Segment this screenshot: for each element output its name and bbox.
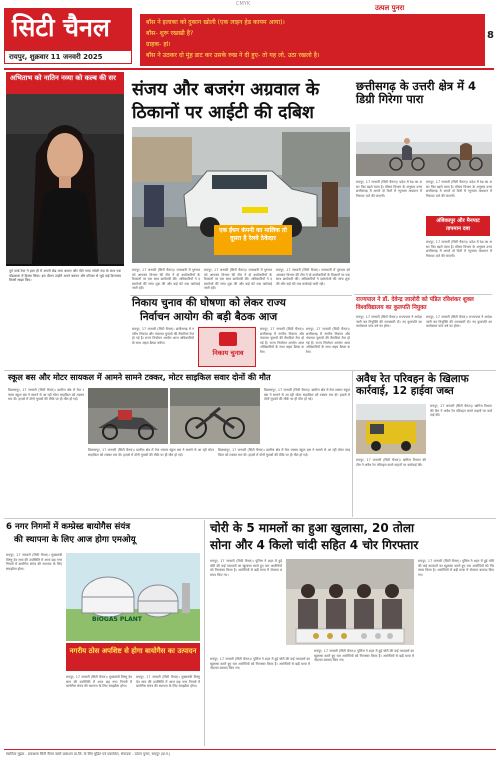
election-headline-1: निकाय चुनाव की घोषणा को लेकर राज्य bbox=[132, 297, 286, 309]
weather-body-1: रायपुर, 17 जनवरी (सिटी चैनल)। प्रदेश में ठंड का असर फिर बढ़ने वाला है। मौसम विभाग के अनुसार उत्तर छत्तीसगढ़ में अगले दो दिनों में न्यूनतम तापमान में गिरावट दर्ज की जाएगी। bbox=[356, 180, 422, 198]
teaser-line: बॉस- शुरू रखखी है? bbox=[146, 30, 194, 37]
school-body-1: बिलासपुर, 17 जनवरी (सिटी चैनल)। ग्रामीण क्षेत्र में तेज रफ्तार स्कूल बस ने सामने से आ रही मोटर साइकिल को टक्कर मार दी। हादसे में दोनों युवकों की मौके पर ही मौत हो गई। bbox=[8, 388, 84, 402]
section-label: उत्पल पुनरा bbox=[375, 4, 405, 12]
biogas-body-3: रायपुर, 17 जनवरी (सिटी चैनल)। मुख्यमंत्री विष्णु देव साय की उपस्थिति में आज छह नगर निगमों में बायोगैस संयंत्र की स्थापना के लिए समझौता होगा। bbox=[136, 675, 200, 689]
lead-body-3: रायपुर, 17 जनवरी (सिटी चैनल)। राजधानी में गुरुवार को आयकर विभाग की टीम ने दो कारोबारियों के ठिकानों पर एक साथ छापेमारी की। अधिकारियों ने दस्तावेजों की जांच शुरू की और कई घंटे तक कार्रवाई जारी रही। bbox=[276, 268, 350, 286]
school-body-3: बिलासपुर, 17 जनवरी (सिटी चैनल)। ग्रामीण क्षेत्र में तेज रफ्तार स्कूल बस ने सामने से आ रही मोटर साइकिल को टक्कर मार दी। हादसे में दोनों युवकों की मौके पर ही मौत हो गई। bbox=[88, 448, 214, 457]
promo-caption: अभिताभ को नातिन नव्या को कल्ब की सर bbox=[10, 74, 116, 82]
teaser-line: बॉस ने इलाका को दुकान खोली (एक लाइन हेड कायम आया)। bbox=[146, 19, 285, 26]
dateline-bar bbox=[4, 50, 132, 64]
transport-body-1: रायपुर, 17 जनवरी (सिटी चैनल)। खनिज विभाग की टीम ने अवैध रेत परिवहन करते वाहनों पर कार्रवाई की। bbox=[430, 404, 492, 418]
rajpal-headline: राज्यपाल ने डॉ. देवेन्द्र जालोरी को पंडित रविशंकर शुक्ल विश्वविद्यालय का कुलपति नियुक्त bbox=[356, 297, 474, 311]
weather-photo bbox=[356, 124, 492, 176]
transport-photo bbox=[356, 404, 426, 454]
divider bbox=[4, 68, 494, 70]
masthead bbox=[0, 0, 500, 68]
teaser-line: बॉस ने उठकर दो मुंह डाट कर उसके रुख ने दी हुए- तो यह लो, उठा रखलो है। bbox=[146, 52, 320, 59]
dateline: रायपुर, शुक्रवार 11 जनवरी 2025 bbox=[9, 53, 103, 61]
chori-body-2: रायपुर, 17 जनवरी (सिटी चैनल)। पुलिस ने शहर में हुई चोरी की कई वारदातों का खुलासा करते हुए चार आरोपियों को गिरफ्तार किया है। आरोपियों से बड़ी मात्रा में जेवरात बरामद किए गए। bbox=[418, 559, 494, 577]
lead-headline-1: संजय और बजरंग अग्रवाल के bbox=[132, 80, 320, 100]
rajpal-body-2: रायपुर, 17 जनवरी (सिटी चैनल)। राज्यपाल ने आदेश जारी कर नियुक्ति की जानकारी दी। नए कुलपति का कार्यकाल पांच वर्ष का होगा। bbox=[426, 315, 492, 329]
biogas-body-1: रायपुर, 17 जनवरी (सिटी चैनल)। मुख्यमंत्री विष्णु देव साय की उपस्थिति में आज छह नगर निगमों में बायोगैस संयंत्र की स्थापना के लिए समझौता होगा। bbox=[6, 553, 62, 571]
logo-box bbox=[4, 8, 132, 64]
teaser-box bbox=[140, 14, 485, 66]
biogas-graphic-label: BIOGAS PLANT bbox=[92, 616, 142, 623]
biogas-body-2: रायपुर, 17 जनवरी (सिटी चैनल)। मुख्यमंत्री विष्णु देव साय की उपस्थिति में आज छह नगर निगमों में बायोगैस संयंत्र की स्थापना के लिए समझौता होगा। bbox=[66, 675, 132, 689]
divider bbox=[130, 295, 352, 296]
chori-body-1: रायपुर, 17 जनवरी (सिटी चैनल)। पुलिस ने शहर में हुई चोरी की कई वारदातों का खुलासा करते हुए चार आरोपियों को गिरफ्तार किया है। आरोपियों से बड़ी मात्रा में जेवरात बरामद किए गए। bbox=[210, 559, 282, 577]
school-body-4: बिलासपुर, 17 जनवरी (सिटी चैनल)। ग्रामीण क्षेत्र में तेज रफ्तार स्कूल बस ने सामने से आ रही मोटर साइकिल को टक्कर मार दी। हादसे में दोनों युवकों की मौके पर ही मौत हो गई। bbox=[218, 448, 350, 457]
chori-headline-1: चोरी के 5 मामलों का हुआ खुलासा, 20 तोला bbox=[210, 521, 415, 535]
teaser-line: ग्राहक- हां। bbox=[146, 41, 171, 48]
weather-body-3: रायपुर, 17 जनवरी (सिटी चैनल)। प्रदेश में ठंड का असर फिर बढ़ने वाला है। मौसम विभाग के अनुसार उत्तर छत्तीसगढ़ में अगले दो दिनों में न्यूनतम तापमान में गिरावट दर्ज की जाएगी। bbox=[426, 240, 492, 258]
biogas-headline-2: की स्थापना के लिए आज होगा एमओयू bbox=[14, 535, 136, 545]
biogas-graphic bbox=[66, 553, 200, 641]
election-body-2: रायपुर, 17 जनवरी (सिटी चैनल)। छत्तीसगढ़ में नगरीय निकाय और पंचायत चुनावों की तैयारियां तेज हो गई हैं। राज्य निर्वाचन आयोग आज अधिकारियों के साथ अहम बैठक करेगा। bbox=[260, 327, 304, 354]
ballot-icon bbox=[219, 332, 237, 346]
biogas-caption bbox=[66, 643, 200, 671]
badge-text: निकाय चुनाव bbox=[212, 349, 244, 357]
page-number: 8 bbox=[487, 30, 494, 41]
lead-body-1: रायपुर, 17 जनवरी (सिटी चैनल)। राजधानी में गुरुवार को आयकर विभाग की टीम ने दो कारोबारियों के ठिकानों पर एक साथ छापेमारी की। अधिकारियों ने दस्तावेजों की जांच शुरू की और कई घंटे तक कार्रवाई जारी रही। bbox=[132, 268, 200, 291]
promo-portrait bbox=[6, 94, 124, 264]
biogas-headline-1: 6 नगर निगमों में कम्प्रेस्ड बायोगैस संयंत्र bbox=[6, 522, 131, 532]
divider bbox=[354, 294, 492, 295]
promo-text: पूर्व वर्ल्ड रेपर ने हाल ही में अपनी फ्रेंड जया बच्चन और पोते नव्या नवेली नंदा के साथ एक पॉडकास्ट में हिस्सा लिया। इस दौरान उन्होंने अपने बचपन और परिवार से जुड़े कई दिलचस्प किस्से साझा किए। bbox=[6, 266, 124, 366]
cmyk-label: CMYK bbox=[236, 1, 251, 7]
lead-headline-2: ठिकानों पर आईटी की दबिश bbox=[132, 103, 314, 123]
divider bbox=[4, 749, 496, 750]
biogas-plant-illustration bbox=[66, 553, 200, 641]
chori-photo bbox=[286, 559, 414, 645]
school-body-2: बिलासपुर, 17 जनवरी (सिटी चैनल)। ग्रामीण क्षेत्र में तेज रफ्तार स्कूल बस ने सामने से आ रही मोटर साइकिल को टक्कर मार दी। हादसे में दोनों युवकों की मौके पर ही मौत हो गई। bbox=[264, 388, 350, 402]
left-promo bbox=[6, 72, 124, 366]
school-photo-1 bbox=[88, 388, 168, 444]
election-badge bbox=[198, 327, 256, 367]
masthead-logo: सिटी चैनल bbox=[12, 13, 110, 42]
rajpal-body-1: रायपुर, 17 जनवरी (सिटी चैनल)। राज्यपाल ने आदेश जारी कर नियुक्ति की जानकारी दी। नए कुलपति का कार्यकाल पांच वर्ष का होगा। bbox=[356, 315, 422, 329]
weather-headline: छत्तीसगढ़ के उत्तरी क्षेत्र में 4 डिग्री गिरेगा पारा bbox=[356, 79, 476, 107]
school-photo-2 bbox=[170, 388, 260, 444]
divider bbox=[352, 371, 353, 517]
weather-body-2: रायपुर, 17 जनवरी (सिटी चैनल)। प्रदेश में ठंड का असर फिर बढ़ने वाला है। मौसम विभाग के अनुसार उत्तर छत्तीसगढ़ में अगले दो दिनों में न्यूनतम तापमान में गिरावट दर्ज की जाएगी। bbox=[426, 180, 492, 198]
election-body-3: रायपुर, 17 जनवरी (सिटी चैनल)। छत्तीसगढ़ में नगरीय निकाय और पंचायत चुनावों की तैयारियां तेज हो गई हैं। राज्य निर्वाचन आयोग आज अधिकारियों के साथ अहम बैठक करेगा। bbox=[306, 327, 350, 354]
chori-body-3: रायपुर, 17 जनवरी (सिटी चैनल)। पुलिस ने शहर में हुई चोरी की कई वारदातों का खुलासा करते हुए चार आरोपियों को गिरफ्तार किया है। आरोपियों से बड़ी मात्रा में जेवरात बरामद किए गए। bbox=[210, 657, 310, 671]
footer-imprint: स्वामित्व मुद्रक - प्रकाशक सिटी चैनल वास्ते प्रकाशन प्रा.लि. के लिए मुद्रित एवं प्रकाशित, संपादक - उत्पल पुनरा, रायपुर (छ.ग.) bbox=[6, 752, 171, 756]
biogas-caption-text: नगरीय ठोस अपशिष्ट से होगा बायोगैस का उत्पादन bbox=[69, 647, 197, 655]
tag-text: अंबिकापुर और मैनपाट तापमान दबा bbox=[436, 218, 480, 232]
transport-headline: अवैध रेत परिवहन के खिलाफ कार्रवाई, 12 हाईवा जब्त bbox=[356, 373, 469, 398]
promo-caption-box bbox=[6, 72, 124, 94]
lead-body-2: रायपुर, 17 जनवरी (सिटी चैनल)। राजधानी में गुरुवार को आयकर विभाग की टीम ने दो कारोबारियों के ठिकानों पर एक साथ छापेमारी की। अधिकारियों ने दस्तावेजों की जांच शुरू की और कई घंटे तक कार्रवाई जारी रही। bbox=[204, 268, 272, 291]
chori-headline-2: सोना और 4 किलो चांदी सहित 4 चोर गिरफ्तार bbox=[210, 538, 419, 552]
transport-body-2: रायपुर, 17 जनवरी (सिटी चैनल)। खनिज विभाग की टीम ने अवैध रेत परिवहन करते वाहनों पर कार्रवाई की। bbox=[356, 458, 426, 467]
election-body-1: रायपुर, 17 जनवरी (सिटी चैनल)। छत्तीसगढ़ में नगरीय निकाय और पंचायत चुनावों की तैयारियां तेज हो गई हैं। राज्य निर्वाचन आयोग आज अधिकारियों के साथ अहम बैठक करेगा। bbox=[132, 327, 194, 345]
school-headline: स्कूल बस और मोटर सायकल में आमने सामने टक्कर, मोटर साइकिल सवार दोनों की मौत bbox=[8, 372, 271, 382]
chori-body-4: रायपुर, 17 जनवरी (सिटी चैनल)। पुलिस ने शहर में हुई चोरी की कई वारदातों का खुलासा करते हुए चार आरोपियों को गिरफ्तार किया है। आरोपियों से बड़ी मात्रा में जेवरात बरामद किए गए। bbox=[314, 649, 414, 663]
divider bbox=[204, 520, 205, 746]
caption-text: एक ईंधन कंपनी का मालिक तो दूसरा है रेलवे ठेकेदार bbox=[219, 227, 287, 242]
lead-photo-caption bbox=[214, 225, 292, 255]
weather-tag bbox=[426, 216, 490, 236]
election-headline-2: निर्वाचन आयोग की बड़ी बैठक आज bbox=[140, 311, 278, 323]
divider bbox=[4, 370, 496, 371]
divider bbox=[4, 518, 496, 519]
